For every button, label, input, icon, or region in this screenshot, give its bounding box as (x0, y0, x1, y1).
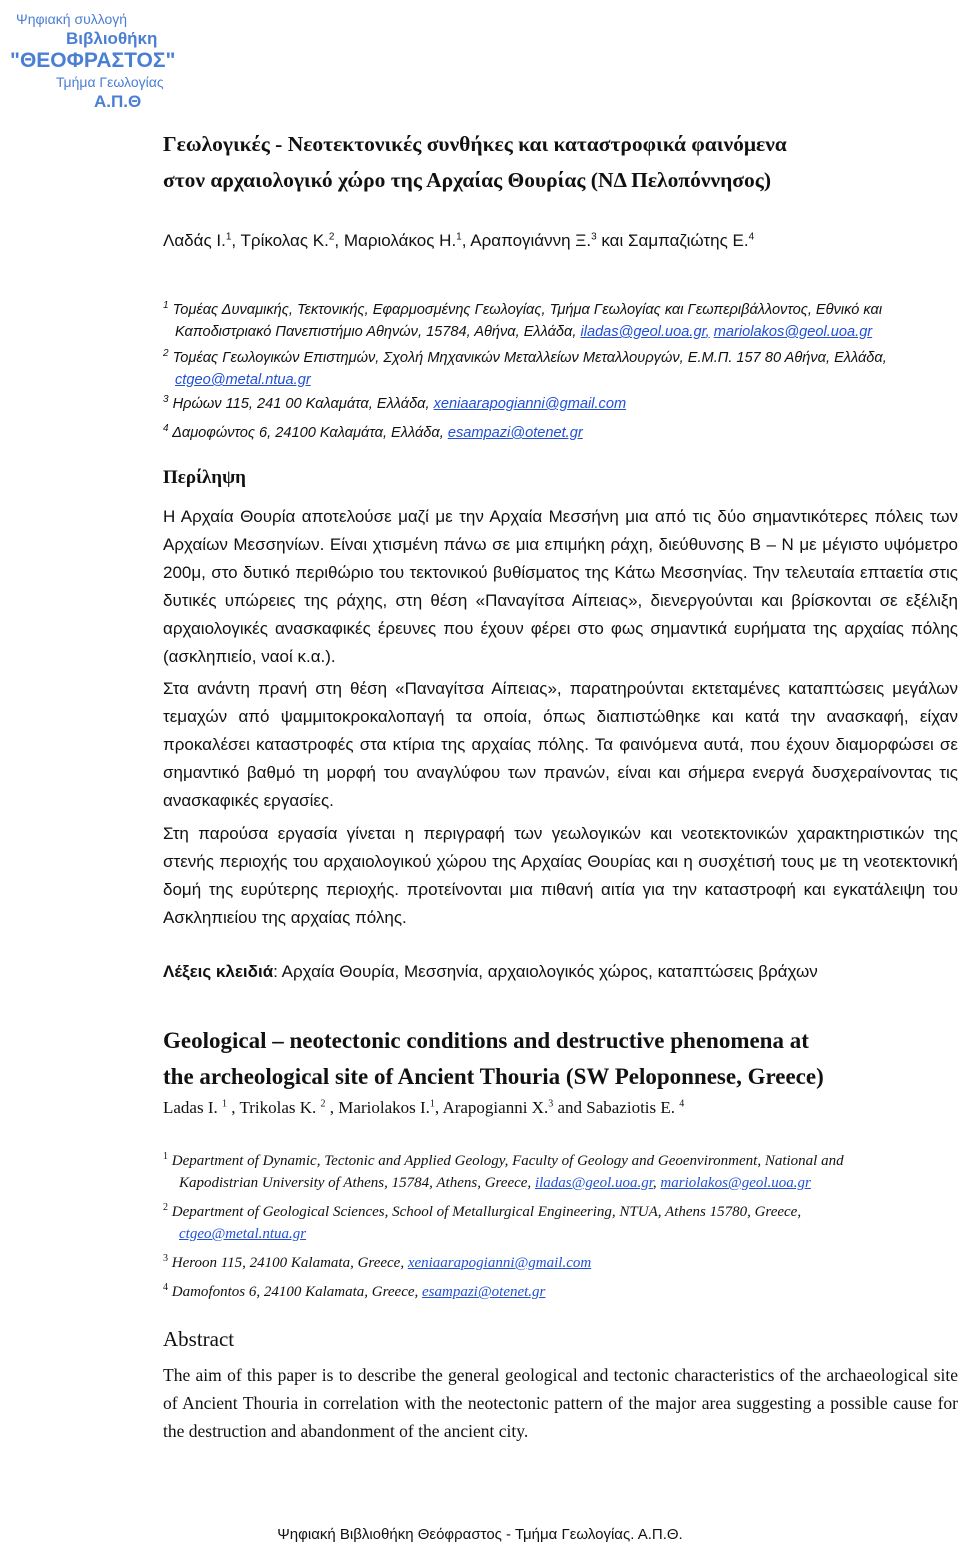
author-name: Ladas I. (163, 1098, 218, 1117)
email-link[interactable]: mariolakos@geol.uoa.gr (660, 1175, 811, 1191)
affiliation-text: Department of Geological Sciences, School of Metallurgical Engineering, NTUA, Athens 15780, Greece, (171, 1204, 802, 1220)
logo-line2: Βιβλιοθήκη (66, 29, 158, 48)
affiliation-mark: 1 (456, 231, 462, 243)
english-abstract-paragraph: The aim of this paper is to describe the general geological and tectonic characteristics of the archaeological site of Ancient Thouria in correlation with the neotectonic pattern of the major area suggesting a possible cause for the destruction and abandonment of the ancient city. (163, 1365, 958, 1441)
author-name: , Τρίκολας Κ. (231, 231, 329, 250)
author-name: , Αραπογιάννη Ξ. (461, 231, 592, 250)
english-affiliation-4 (163, 1281, 933, 1303)
author-name: and Sabaziotis E. (553, 1098, 676, 1117)
greek-affiliation-1 (163, 299, 933, 343)
english-authors (163, 1098, 933, 1118)
logo-line1: Ψηφιακή συλλογή (16, 11, 128, 27)
greek-affiliation-2 (163, 347, 933, 391)
affiliation-text: Τομέας Γεωλογικών Επιστημών, Σχολή Μηχανικών Μεταλλείων Μεταλλουργών, Ε.Μ.Π. 157 80 Αθήνα, Ελλάδα, (172, 350, 887, 366)
affiliation-number: 2 (163, 348, 169, 360)
email-link[interactable]: mariolakos@geol.uoa.gr (713, 324, 873, 340)
email-link[interactable]: ctgeo@metal.ntua.gr (175, 372, 311, 388)
library-logo (6, 4, 228, 114)
greek-title (163, 126, 933, 198)
affiliation-number: 4 (163, 1282, 168, 1293)
greek-keywords (163, 962, 933, 982)
greek-title-line1: Γεωλογικές - Νεοτεκτονικές συνθήκες και καταστροφικά φαινόμενα (163, 132, 787, 156)
affiliation-mark: 2 (320, 1098, 326, 1110)
affiliation-mark: 1 (222, 1098, 228, 1110)
english-title-line2: the archeological site of Ancient Thouria (SW Peloponnese, Greece) (163, 1064, 824, 1089)
english-title (163, 1023, 933, 1095)
affiliation-text: Heroon 115, 24100 Kalamata, Greece, (171, 1255, 405, 1271)
email-link[interactable]: esampazi@otenet.gr (422, 1284, 546, 1300)
author-name: , Arapogianni X. (434, 1098, 549, 1117)
affiliation-number: 4 (163, 423, 169, 435)
greek-paragraph-3: Στη παρούσα εργασία γίνεται η περιγραφή των γεωλογικών και νεοτεκτονικών χαρακτηριστικών της στενής περιοχής του αρχαιολογικού χώρου της Αρχαίας Θουρίας και η συσχέτισή τους με τη νεοτεκτονική δομή της ευρύτερης περιοχής. προτείνονται μια πιθανή αιτία για την καταστροφή και εγκατάλειψη του Ασκληπιείου της αρχαίας πόλης. (163, 824, 958, 927)
logo-line4: Τμήμα Γεωλογίας (56, 74, 164, 90)
affiliation-number: 3 (163, 1253, 168, 1264)
english-abstract-heading: Abstract (163, 1327, 235, 1351)
affiliation-text: Καποδιστριακό Πανεπιστήμιο Αθηνών, 15784, Αθήνα, Ελλάδα, (175, 324, 577, 340)
affiliation-mark: 4 (679, 1098, 685, 1110)
greek-affiliation-4 (163, 422, 933, 444)
author-name: και Σαμπαζιώτης Ε. (596, 231, 749, 250)
logo-line5: Α.Π.Θ (94, 92, 142, 111)
greek-affiliation-3 (163, 393, 933, 415)
english-affiliation-1 (163, 1150, 933, 1194)
affiliation-mark: 1 (225, 231, 232, 243)
english-title-line1: Geological – neotectonic conditions and destructive phenomena at (163, 1028, 809, 1053)
affiliation-text: Ηρώων 115, 241 00 Καλαμάτα, Ελλάδα, (172, 396, 430, 412)
english-affiliation-3 (163, 1252, 933, 1274)
affiliation-mark: 4 (748, 231, 755, 243)
greek-abstract-heading: Περίληψη (163, 467, 246, 488)
affiliation-text: Δαμοφώντος 6, 24100 Καλαμάτα, Ελλάδα, (172, 425, 444, 441)
email-link[interactable]: xeniaarapogianni@gmail.com (407, 1255, 592, 1271)
affiliation-text: Damofontos 6, 24100 Kalamata, Greece, (171, 1284, 419, 1300)
email-link[interactable]: iladas@geol.uoa.gr (534, 1175, 653, 1191)
affiliation-mark: 2 (328, 231, 335, 243)
author-name: , Μαριολάκος Η. (334, 231, 457, 250)
affiliation-mark: 3 (548, 1098, 554, 1110)
email-link[interactable]: iladas@geol.uoa.gr (580, 324, 706, 340)
affiliation-mark: 1 (429, 1098, 435, 1110)
keywords-text: : Αρχαία Θουρία, Μεσσηνία, αρχαιολογικός χώρος, καταπτώσεις βράχων (273, 962, 818, 981)
greek-paragraph-2: Στα ανάντη πρανή στη θέση «Παναγίτσα Αίπειας», παρατηρούνται εκτεταμένες καταπτώσεις μεγάλων τεμαχών από ψαμμιτοκροκαλοπαγή τα οποία, όπως διαπιστώθηκε και κατά την ανασκαφή, είχαν προκαλέσει καταστροφές στα κτίρια της αρχαίας πόλης. Τα φαινόμενα αυτά, που έχουν διαμορφώσει σε σημαντικό βαθμό τη μορφή του αναγλύφου των πρανών, είναι και σήμερα ενεργά δυσχεραίνοντας τις ανασκαφικές εργασίες. (163, 679, 958, 810)
greek-paragraph-1: Η Αρχαία Θουρία αποτελούσε μαζί με την Αρχαία Μεσσήνη μια από τις δύο σημαντικότερες πόλεις των Αρχαίων Μεσσηνίων. Είναι χτισμένη πάνω σε μια επιμήκη ράχη, διεύθυνσης Β – Ν με μέγιστο υψόμετρο 200μ, στο δυτικό περιθώριο του τεκτονικού βυθίσματος της Κάτω Μεσσηνίας. Την τελευταία επταετία στις δυτικές υπώρειες της ράχης, στη θέση «Παναγίτσα Αίπειας», διενεργούνται και βρίσκονται σε εξέλιξη αρχαιολογικές ανασκαφικές έρευνες που έχουν φέρει στο φως σημαντικά ευρήματα της αρχαίας πόλης (ασκληπιείο, ναοί κ.α.). (163, 507, 958, 666)
keywords-label: Λέξεις κλειδιά (163, 962, 274, 981)
logo-line3: "ΘΕΟΦΡΑΣΤΟΣ" (10, 49, 176, 72)
email-link[interactable]: ctgeo@metal.ntua.gr (179, 1226, 307, 1242)
author-name: , Mariolakos I. (325, 1098, 430, 1117)
greek-title-line2: στον αρχαιολογικό χώρο της Αρχαίας Θουρίας (ΝΔ Πελοπόννησος) (163, 168, 771, 192)
english-affiliation-2 (163, 1201, 933, 1245)
author-name: , Trikolas K. (227, 1098, 317, 1117)
affiliation-number: 3 (163, 394, 169, 406)
greek-authors (163, 228, 933, 254)
affiliation-text: Τομέας Δυναμικής, Τεκτονικής, Εφαρμοσμένης Γεωλογίας, Τμήμα Γεωλογίας και Γεωπεριβάλλοντος, Εθνικό και (172, 302, 883, 318)
affiliation-text: Kapodistrian University of Athens, 15784, Athens, Greece, (179, 1175, 532, 1191)
email-link[interactable]: esampazi@otenet.gr (447, 425, 583, 441)
email-link[interactable]: xeniaarapogianni@gmail.com (433, 396, 627, 412)
author-name: Λαδάς Ι. (163, 231, 226, 250)
affiliation-number: 1 (163, 1151, 168, 1162)
affiliation-number: 2 (163, 1202, 168, 1213)
page-footer: Ψηφιακή Βιβλιοθήκη Θεόφραστος - Τμήμα Γεωλογίας. Α.Π.Θ. (277, 1526, 683, 1543)
affiliation-text: Department of Dynamic, Tectonic and Applied Geology, Faculty of Geology and Geoenvironment, National and (171, 1153, 844, 1169)
email-separator: , (705, 324, 710, 340)
affiliation-mark: 3 (591, 231, 597, 243)
email-separator: , (652, 1175, 657, 1191)
affiliation-number: 1 (163, 300, 169, 312)
